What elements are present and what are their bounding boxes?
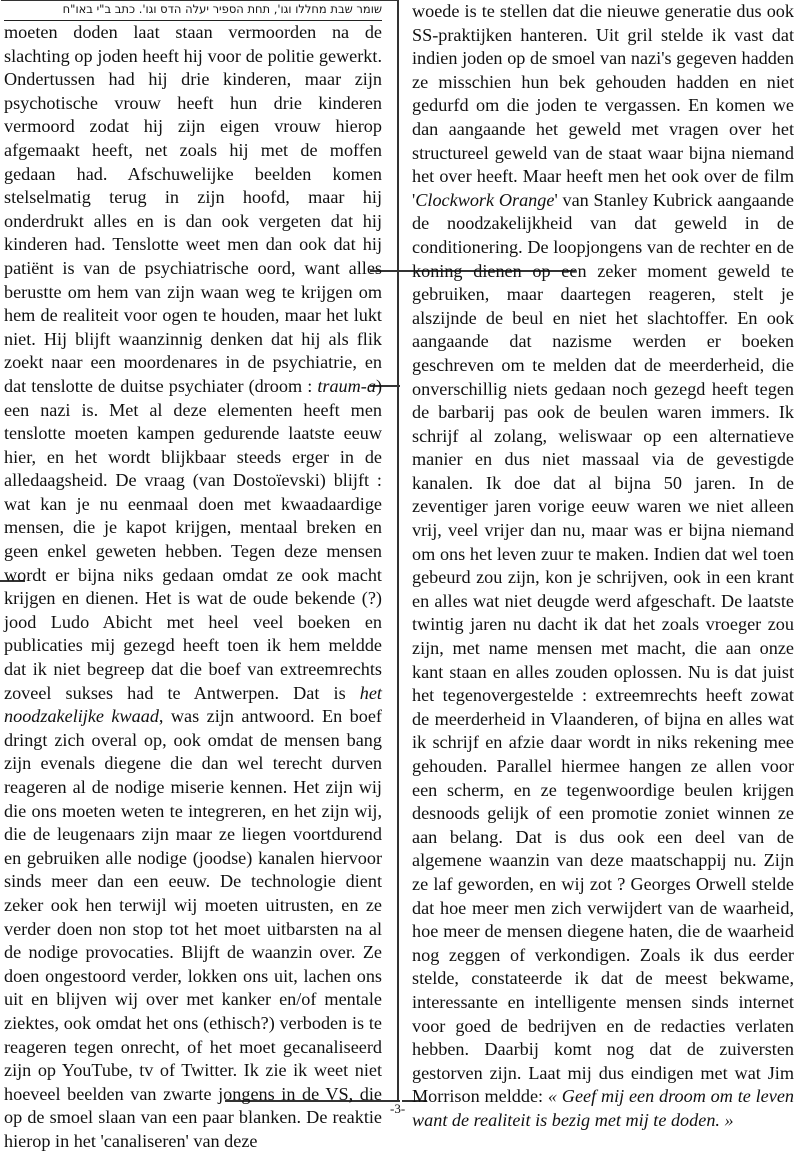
italic-phrase: « Geef mij een droom om te leven want de realiteit is bezig met mij te doden. » bbox=[412, 1086, 794, 1130]
right-column bbox=[412, 0, 794, 1133]
text-run: woede is te stellen dat die nieuwe generatie dus ook SS-praktijken hanteren. Uit gril stelde ik vast dat indien joden op de smoel van nazi's gegeven hadden ze misschien hun bek gehouden hadden en niet gedurfd om die joden te vergassen. En komen we dan aangaande het geweld met vragen over het structureel geweld van de staat waar bijna niemand het over heeft. Maar heeft men het ook over de film ' bbox=[412, 1, 794, 210]
hebrew-header: שומר שבת מחללו וגו', תחת הספיר יעלה הדס וגו'. כתב ב"י באו"ח bbox=[4, 2, 382, 21]
italic-phrase: traum-a bbox=[317, 375, 376, 396]
left-column bbox=[4, 0, 382, 1154]
column-divider bbox=[397, 0, 399, 1100]
text-run: , was zijn antwoord. En boef dringt zich overal op, ook omdat de mensen bang zijn evenals diegene die dan wel terecht durven reageren al de nodige miserie kennen. Het zijn wij die ons moeten weten te integreren, en het zijn wij, die de leugenaars zijn maar ze liegen voortdurend en gebruiken alle nodige (joodse) kanalen hiervoor sinds meer dan een eeuw. De technologie dient zeker ook hen terwijl wij moeten uitrusten, en ze verder doen non stop tot het moet uitbarsten na al de nodige provocaties. Blijft de waanzin over. Ze doen ongestoord verder, lokken ons uit, lachen ons uit en blijven wij over met kanker en/of mentale ziektes, ook omdat het ons (ethisch?) verboden is te reageren tegen onrecht, of het moet gecanaliseerd zijn op YouTube, tv of Twitter. Ik zie ik weet niet hoeveel beelden van zwarte jongens in de VS, die op de smoel slaan van een paar blanken. De reaktie hierop in het 'canaliseren' van deze bbox=[4, 706, 382, 1151]
page-number: -3- bbox=[390, 1101, 406, 1116]
right-column-text bbox=[412, 0, 794, 1133]
italic-phrase: Clockwork Orange bbox=[415, 189, 555, 210]
text-run: ' van Stanley Kubrick aangaande de noodzakelijkheid van dat geweld in de conditionering. De loopjongens van de rechter en de koning dienen op een zeker moment geweld te gebruiken, maar daartegen reageren, stelt je alszijnde de beul en niet het slachtoffer. En ook aangaande dat nazisme werden er boeken geschreven om te melden dat de meerderheid, die onverschillig niets gedaan noch gezegd heeft tegen de barbarij pas ook de beulen waren immers. Ik schrijf al zolang, weliswaar op een alternatieve manier en dus niet massaal via de gevestigde kanalen. Ik doe dat al bijna 50 jaren. In de zeventiger jaren vorige eeuw waren we niet alleen vrij, veel vrijer dan nu, maar was er bijna niemand om ons het leven zuur te maken. Indien dat wel toen gebeurd zou zijn, kon je schrijven, ook in een krant en alles wat niet deugde werd afgeschaft. De laatste twintig jaren nu dacht ik dat het zoals vroeger zou zijn, met name mensen met macht, die aan onze kant staan en alles zouden oplossen. Nu is dat juist het tegenovergestelde : extreemrechts heeft zowat de meerderheid in Vlaanderen, of bijna en alles wat ik schrijf en afzie daar wordt in niks rekening mee gehouden. Parallel hiermee hangen ze allen voor een scherm, en ze tegenwoordige beulen krijgen desnoods gelijk of een promotie zoniet winnen ze aan belang. Dat is dus ook een deel van de algemene waanzin van deze maatschappij nu. Zijn ze laf geworden, en wij zot ? Georges Orwell stelde dat hoe meer men zich verwijdert van de waarheid, hoe meer de mensen diegene haten, die de waarheid nog zeggen of verkondigen. Zoals ik dus eerder stelde, constateerde ik dat de meest bekwame, interessante en intelligente mensen sinds internet voor goed de bedrijven en de redacties verlaten hebben. Daarbij komt nog dat de zuiversten gestorven zijn. Laat mij dus eindigen met wat Jim Morrison meldde: bbox=[412, 189, 794, 1107]
left-column-text bbox=[4, 21, 382, 1154]
text-run: moeten doden laat staan vermoorden na de slachting op joden heeft hij voor de politie gewerkt. Ondertussen had hij drie kinderen, maar zijn psychotische vrouw heeft hun drie kinderen vermoord zodat hij zijn eigen vrouw hierop afgemaakt heeft, net zoals hij met de moffen gedaan had. Afschuwelijke beelden komen stelselmatig terug in zijn hoofd, maar hij onderdrukt alles en is dan ook vergeten dat hij kinderen had. Tenslotte weet men dan ook dat hij patiënt is van de psychiatrische oord, want alles berustte om hem van zijn waan weg te krijgen om hem de realiteit voor ogen te houden, maar het lukt niet. Hij blijft waanzinnig denken dat hij als flik zoekt naar een moordenares in de psychiatrie, en dat tenslotte de duitse psychiater (droom : bbox=[4, 22, 382, 396]
text-run: ) een nazi is. Met al deze elementen heeft men tenslotte moeten kampen gedurende laatste eeuw hier, en het wordt blijkbaar steeds erger in de alledaagsheid. De vraag (van Dostoïevski) blijft : wat kan je nu eenmaal doen met kwaadaardige mensen, die je kapot krijgen, mentaal breken en geen enkel geweten hebben. Tegen deze mensen wordt er bijna niks gedaan omdat ze ook macht krijgen en dienen. Het is wat de oude bekende (?) jood Ludo Abicht met heel veel boeken en publicaties mij gezegd heeft toen ik hem meldde dat ik niet begreep dat die boef van extreemrechts zoveel sukses had te Antwerpen. Dat is bbox=[4, 375, 382, 703]
italic-phrase: het noodzakelijke kwaad bbox=[4, 682, 382, 727]
